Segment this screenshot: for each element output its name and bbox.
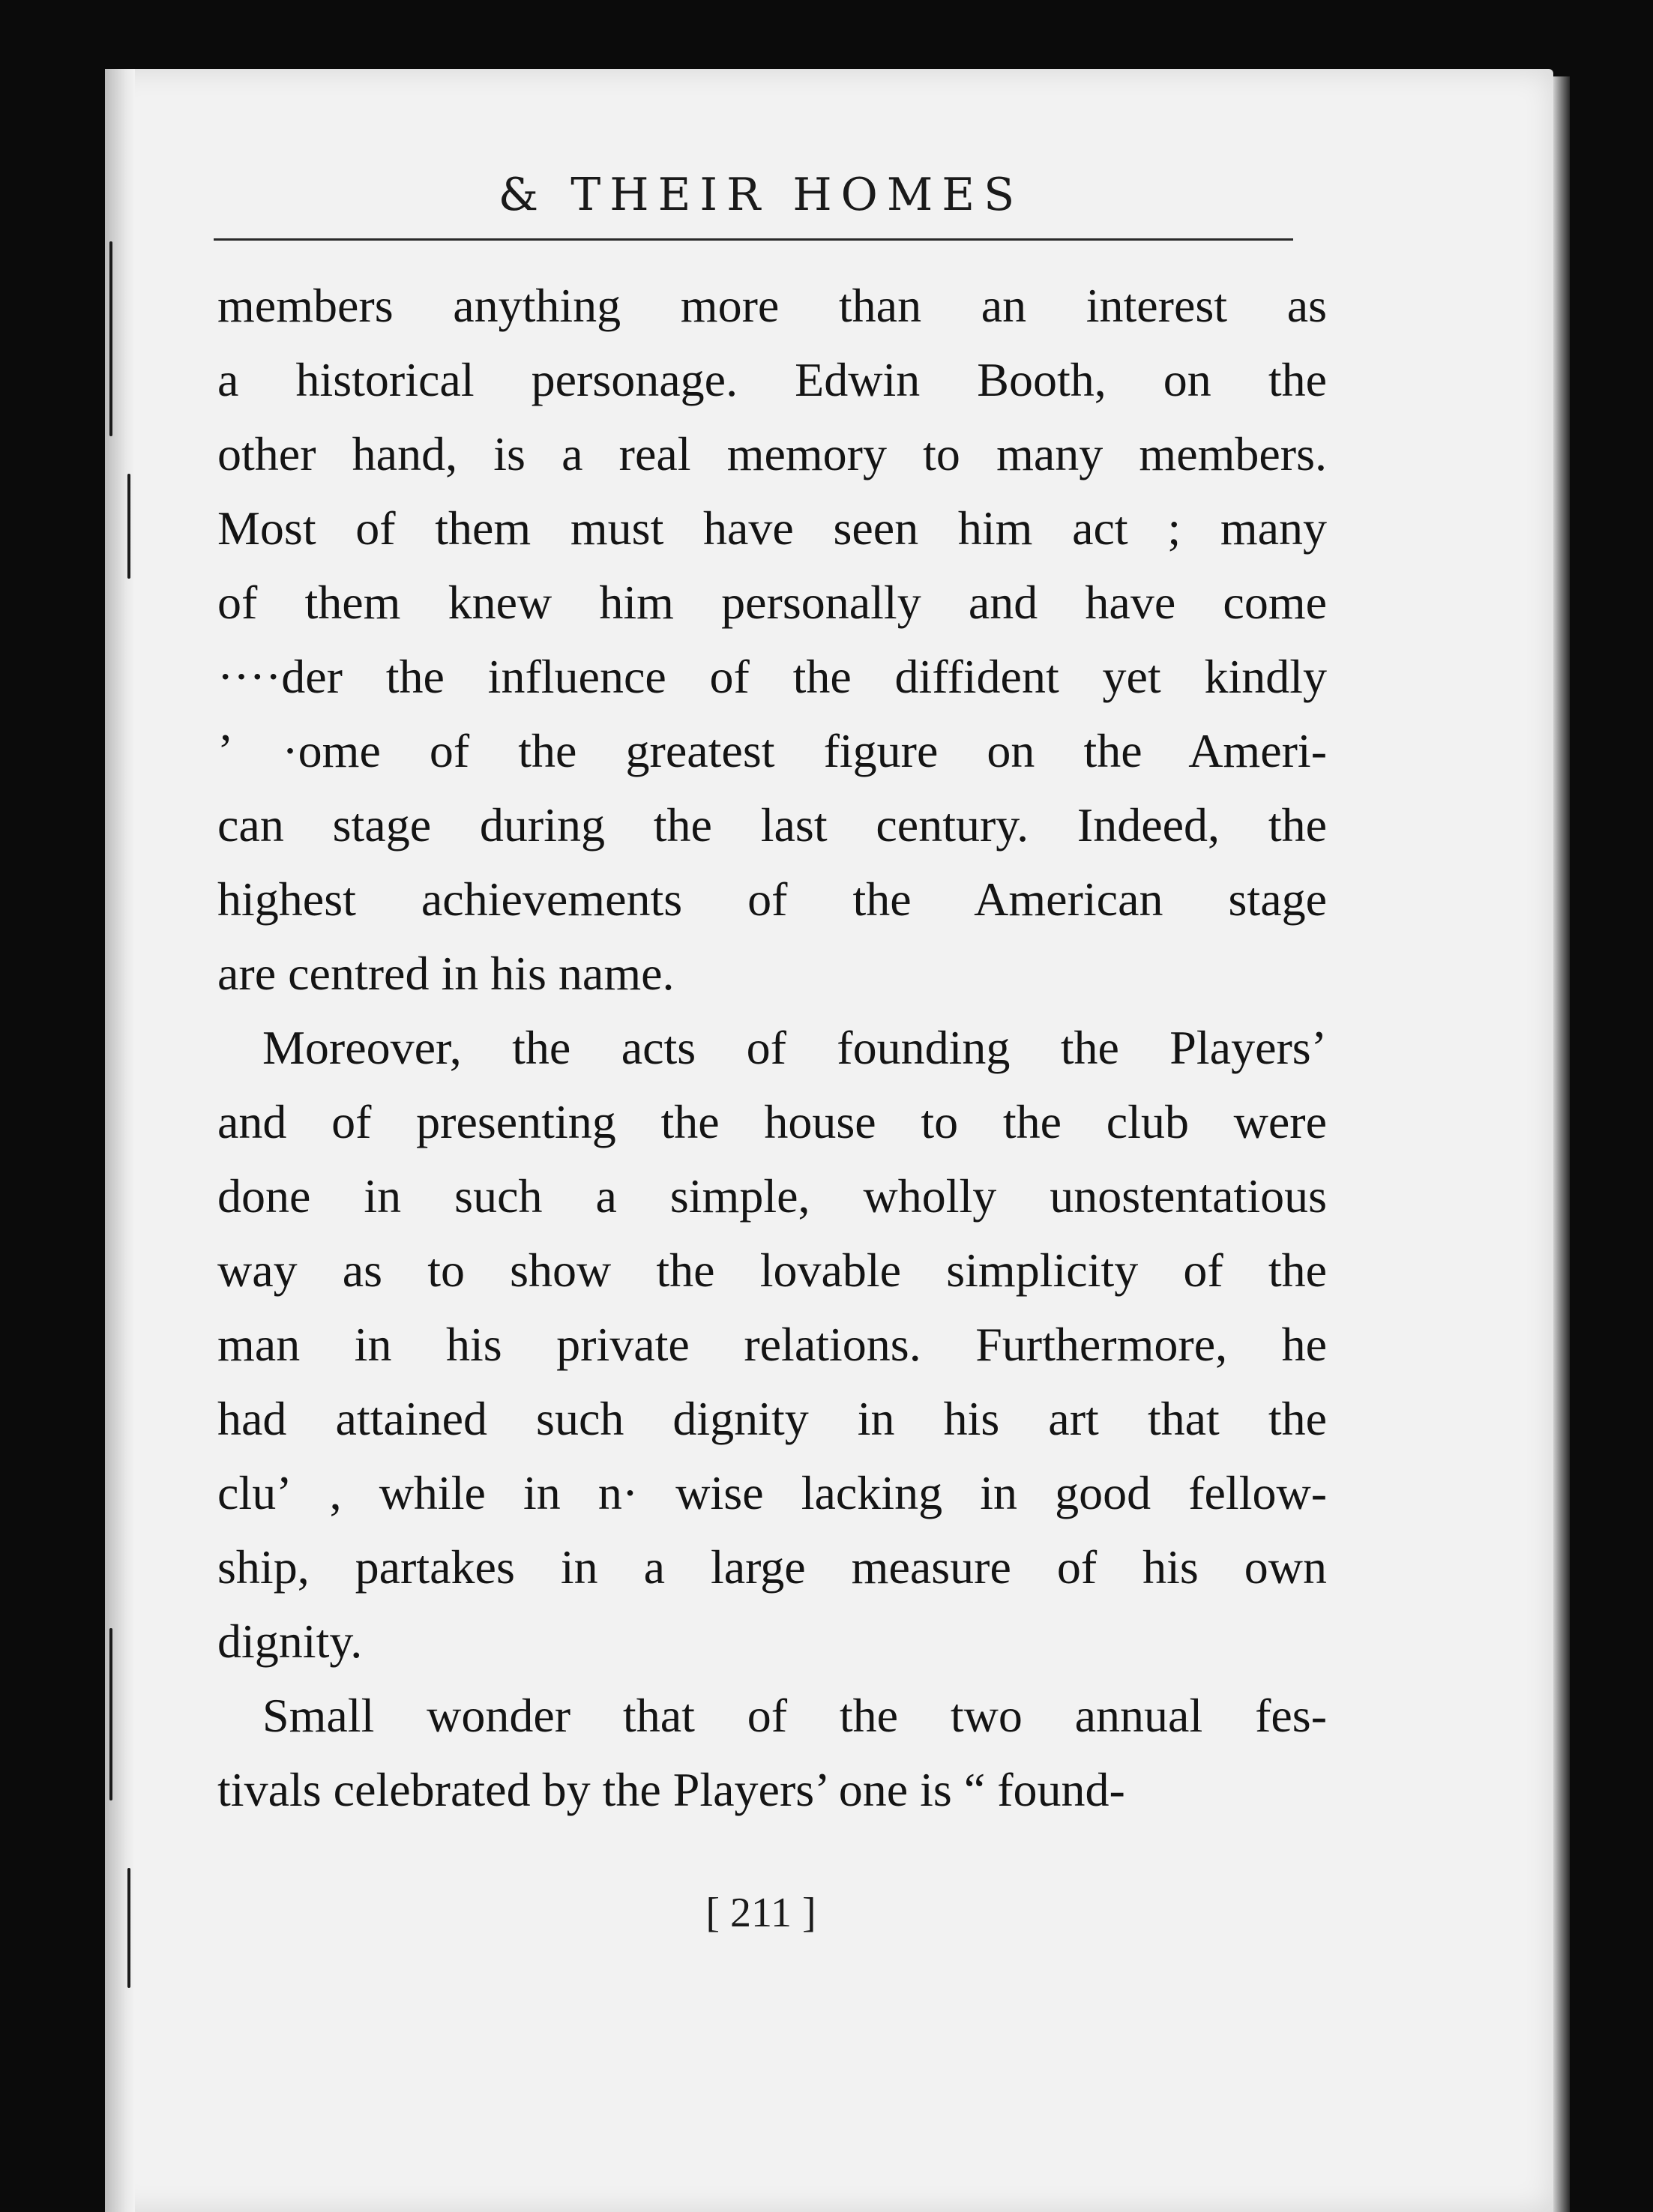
text-line: can stage during the last century. Indeed, the — [217, 798, 1327, 852]
body-text — [217, 268, 1327, 1827]
text-line: Small wonder that of the two annual fes- — [262, 1689, 1327, 1742]
text-line: dignity. — [217, 1615, 363, 1668]
binding-gutter — [105, 69, 135, 2212]
text-line: are centred in his name. — [217, 947, 675, 1000]
text-line: ship, partakes in a large measure of his own — [217, 1540, 1327, 1594]
gutter-shadow-mark — [109, 1628, 112, 1800]
text-line: had attained such dignity in his art that the — [217, 1392, 1327, 1445]
text-line: a historical personage. Edwin Booth, on the — [217, 353, 1327, 406]
header-rule — [214, 238, 1293, 241]
gutter-shadow-mark — [127, 1868, 130, 1988]
text-line: man in his private relations. Furthermore, he — [217, 1318, 1327, 1371]
text-line: Moreover, the acts of founding the Players’ — [262, 1021, 1327, 1074]
text-line: ʼ ·ome of the greatest figure on the Ameri- — [217, 724, 1327, 777]
page-number: [ 211 ] — [705, 1890, 816, 1936]
gutter-shadow-mark — [109, 241, 112, 436]
gutter-shadow-mark — [127, 474, 130, 579]
text-line: tivals celebrated by the Players’ one is “ found- — [217, 1763, 1125, 1816]
paragraph — [217, 1678, 1327, 1827]
text-line: done in such a simple, wholly unostentatious — [217, 1169, 1327, 1223]
text-line: way as to show the lovable simplicity of the — [217, 1244, 1327, 1297]
paragraph — [217, 268, 1327, 1010]
text-line: of them knew him personally and have come — [217, 576, 1327, 629]
text-line: members anything more than an interest as — [217, 279, 1327, 332]
text-line: other hand, is a real memory to many members. — [217, 427, 1327, 480]
paragraph — [217, 1010, 1327, 1678]
text-line: ····der the influence of the diffident yet kindly — [217, 650, 1327, 703]
text-line: highest achievements of the American stage — [217, 873, 1327, 926]
text-line: Most of them must have seen him act ; many — [217, 501, 1327, 555]
text-line: cluʼ , while in n· wise lacking in good fellow- — [217, 1466, 1327, 1519]
running-head: & THEIR HOMES — [498, 169, 1024, 221]
text-line: and of presenting the house to the club were — [217, 1095, 1327, 1148]
page-edge-shadow — [1553, 76, 1570, 2212]
